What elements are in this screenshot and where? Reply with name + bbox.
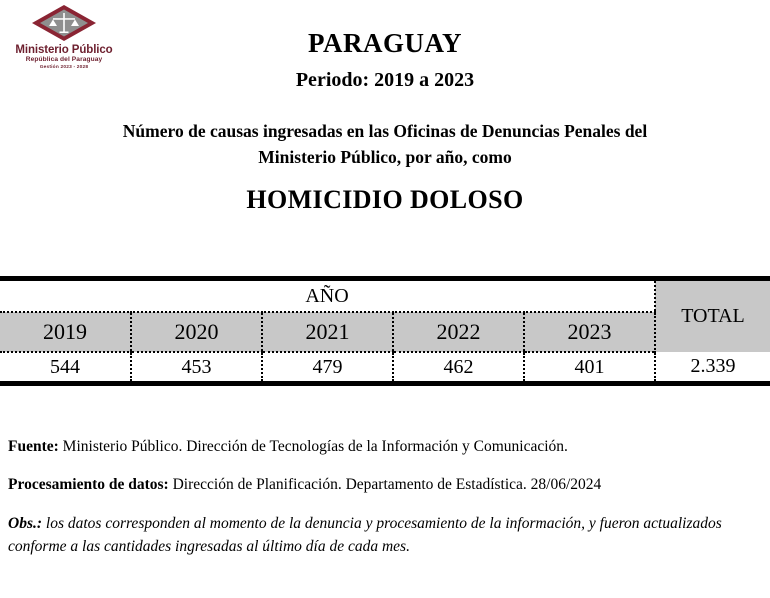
logo-term: Gestión 2023 - 2028 <box>39 65 89 70</box>
table-cell-value-2023: 401 <box>524 352 655 381</box>
footnote-fuente-text: Ministerio Público. Dirección de Tecnologías de la Información y Comunicación. <box>58 438 568 455</box>
table-cell-value-2020: 453 <box>131 352 262 381</box>
table-group-header-row <box>0 281 770 312</box>
logo-title: Ministerio Público <box>15 44 113 56</box>
table-cell-value-2021: 479 <box>262 352 393 381</box>
page-title-country: PARAGUAY <box>307 28 462 58</box>
page-description-line1: Número de causas ingresadas en las Oficinas de Denuncias Penales del <box>122 121 648 141</box>
table-cell-value-2022: 462 <box>393 352 524 381</box>
table-header-total: TOTAL <box>655 281 770 352</box>
table-group-header-anio: AÑO <box>0 281 655 312</box>
table-header-year-2021: 2021 <box>262 312 393 352</box>
footnote-procesamiento <box>8 474 764 496</box>
page-description-line2: Ministerio Público, por año, como <box>258 147 512 167</box>
page-title-crime: HOMICIDIO DOLOSO <box>246 185 524 214</box>
footnote-observacion-text: los datos corresponden al momento de la denuncia y procesamiento de la información, y fueron actualizados conforme a las cantidades ingresadas al último día de cada mes. <box>8 515 722 555</box>
footnote-observacion <box>8 512 764 558</box>
footnote-fuente <box>8 436 764 458</box>
footnote-procesamiento-label: Procesamiento de datos: <box>8 476 169 493</box>
table-row <box>0 352 770 381</box>
table-header-year-2020: 2020 <box>131 312 262 352</box>
table-year-header-row <box>0 312 770 352</box>
table-header-year-2023: 2023 <box>524 312 655 352</box>
footnote-fuente-label: Fuente: <box>8 438 59 455</box>
footnote-observacion-label: Obs.: <box>8 515 43 532</box>
table-cell-total-value: 2.339 <box>655 352 770 381</box>
table-bottom-rule <box>0 381 770 386</box>
page-description <box>60 118 710 170</box>
table-header-year-2022: 2022 <box>393 312 524 352</box>
table-header-year-2019: 2019 <box>0 312 131 352</box>
footnotes <box>8 436 764 558</box>
footnote-procesamiento-text: Dirección de Planificación. Departamento de Estadística. 28/06/2024 <box>168 476 602 493</box>
statistics-table <box>0 276 770 386</box>
statistics-table-container <box>0 276 770 386</box>
table-cell-value-2019: 544 <box>0 352 131 381</box>
logo-subtitle: República del Paraguay <box>25 56 103 63</box>
page-subtitle-period: Periodo: 2019 a 2023 <box>295 69 475 91</box>
